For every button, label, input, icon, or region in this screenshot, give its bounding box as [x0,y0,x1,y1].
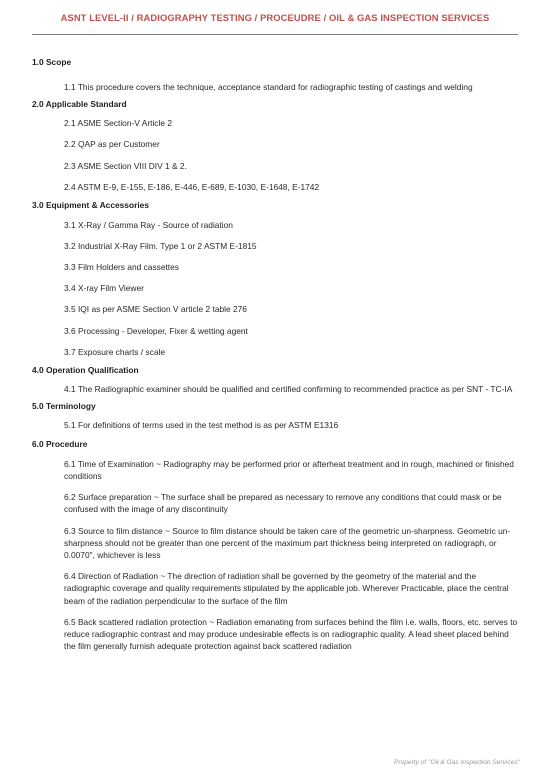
page-footer: Property of "Oil & Gas Inspection Services" [394,759,520,766]
section-item: 3.5 IQI as per ASME Section V article 2 table 276 [64,304,247,315]
section-item: 4.1 The Radiographic examiner should be qualified and certified confirming to recommended practice as per SNT - TC-IA [64,384,513,395]
section-item: 1.1 This procedure covers the technique, acceptance standard for radiographic testing of castings and welding [64,81,473,92]
section-item: 6.1 Time of Examination ~ Radiography may be performed prior or afterheat treatment and in rough, machined or finished conditions [64,458,514,482]
section-item: 2.3 ASME Section VIII DIV 1 & 2. [64,160,187,171]
section-item: 2.1 ASME Section-V Article 2 [64,118,172,129]
section-item: 3.6 Processing - Developer, Fixer & wetting agent [64,325,248,336]
section-item: 3.3 Film Holders and cassettes [64,261,179,272]
section-item: 6.3 Source to film distance ~ Source to film distance should be taken care of the geometric un-sharpness. Geometric un-sharpness should not be greater than one percent of the maximum part thickness being interpreted on radiograph, or 0.0070", whichever is less [64,525,511,561]
header-divider [32,34,518,35]
section-item: 2.4 ASTM E-9, E-155, E-186, E-446, E-689, E-1030, E-1648, E-1742 [64,181,320,192]
section-item: 5.1 For definitions of terms used in the test method is as per ASTM E1316 [64,420,339,431]
section-item: 2.2 QAP as per Customer [64,139,160,150]
section-heading-procedure: 6.0 Procedure [32,439,88,450]
document-body [32,57,522,652]
section-heading-terminology: 5.0 Terminology [32,400,96,411]
page-header-title: ASNT LEVEL-II / RADIOGRAPHY TESTING / PROCEUDRE / OIL & GAS INSPECTION SERVICES [60,12,490,23]
section-item: 6.2 Surface preparation ~ The surface shall be prepared as necessary to remove any conditions that could mask or be confused with the image of any discontinuity [64,492,502,515]
section-item: 3.7 Exposure charts / scale [64,346,166,357]
section-item: 6.4 Direction of Radiation ~ The direction of radiation shall be governed by the geometry of the material and the radiographic coverage and quality requirements stipulated by the applicable job. Wherever Practicable, place the central beam of the radiation perpendicular to the surface of the film [64,571,509,606]
section-heading-equipment: 3.0 Equipment & Accessories [32,200,149,211]
section-heading-applicable-standard: 2.0 Applicable Standard [32,98,127,109]
section-heading-operation-qualification: 4.0 Operation Qualification [32,364,139,375]
section-item: 3.1 X-Ray / Gamma Ray - Source of radiation [64,219,233,230]
section-item: 3.2 Industrial X-Ray Film. Type 1 or 2 ASTM E-1815 [64,240,257,251]
section-item: 3.4 X-ray Film Viewer [64,283,144,294]
section-item: 6.5 Back scattered radiation protection ~ Radiation emanating from surfaces behind the film i.e. walls, floors, etc. serves to reduce radiographic contrast and may produce undesirable effects is on radiographic quality. A lead sheet placed behind the film generally furnish adequate protection against back scattered radiation [64,616,518,652]
section-heading-scope: 1.0 Scope [32,57,72,67]
